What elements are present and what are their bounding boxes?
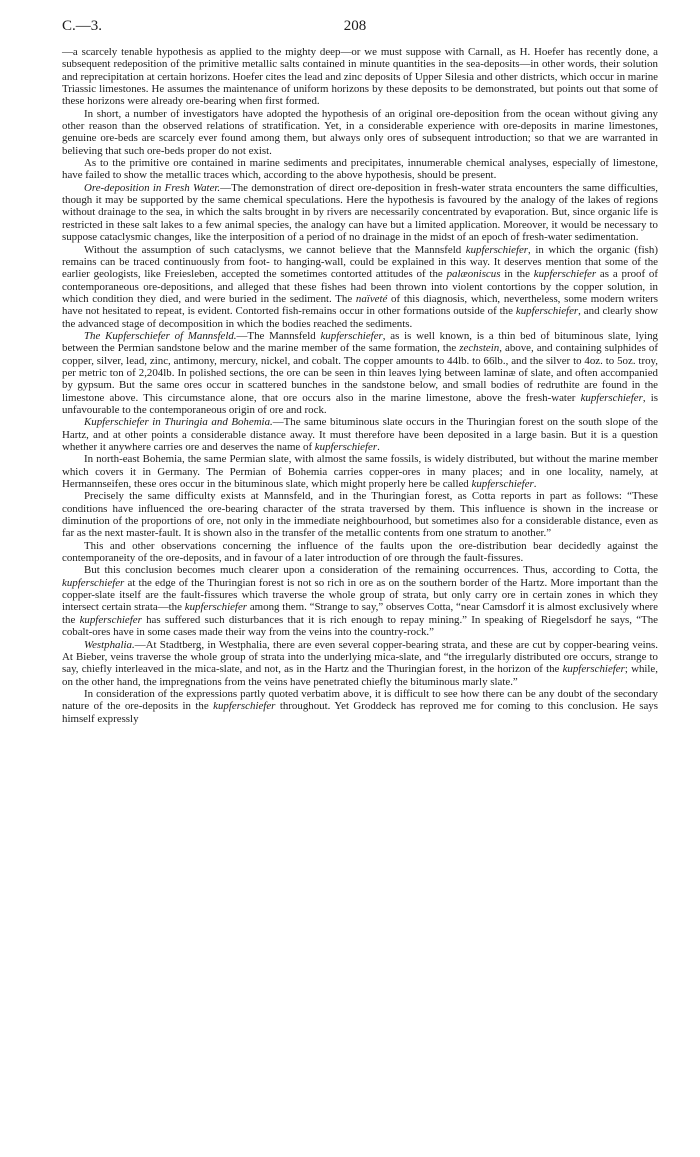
text-run: As to the primitive ore contained in marine sediments and precipitates, innumerable chemical analyses, especially of limestone, have failed to show the metallic traces which, according to the above hypothesis, should be present. (62, 157, 658, 182)
italic-run: zechstein (459, 342, 500, 355)
text-run: In north-east Bohemia, the same Permian slate, with almost the same fossils, is widely distributed, but without the marine member which covers it in Germany. The Permian of Bohemia carries copper-ores in many places; and in one locality, namely, at Hermannseifen, these ores occur in the bituminous slate, which might properly here be called (62, 453, 658, 491)
italic-run: kupferschiefer (471, 478, 534, 491)
italic-run: naïveté (355, 292, 388, 305)
paragraph (62, 182, 658, 244)
text-run: , is unfavourable to the contemporaneous origin of ore and rock. (62, 391, 658, 416)
text-run: . (377, 441, 380, 453)
text-run: But this conclusion becomes much clearer upon a consideration of the remaining occurrences. Thus, according to Cotta, the (84, 564, 658, 577)
paragraph (62, 416, 658, 453)
italic-run: palæoniscus (446, 268, 501, 281)
italic-run: kupferschiefer (320, 329, 383, 342)
paragraph (62, 453, 658, 490)
text-run: , and clearly show the advanced stage of decomposition in which the bodies reached the sediments. (62, 305, 658, 330)
text-run: among them. “Strange to say,” observes Cotta, “near Camsdorf it is almost exclusively where the (62, 601, 658, 626)
italic-run: kupferschiefer (62, 576, 125, 589)
text-run: in the (500, 268, 534, 281)
text-run: Without the assumption of such cataclysms, we cannot believe that the Mannsfeld (84, 243, 466, 256)
text-run: —a scarcely tenable hypothesis as applied to the mighty deep—or we must suppose with Carnall, as H. Hoefer has recently done, a subsequent redeposition of the primitive metallic salts contained in minute quantities in the sea-deposits—in other words, their solution and reprecipitation at certain horizons. Hoefer cites the lead and zinc deposits of Upper Silesia and other districts, which occur in marine Triassic limestones. He assumes the maintenance of uniform horizons by these deposits to be demonstrated, but points out that some of these horizons were already ore-bearing when first formed. (62, 46, 658, 108)
text-run: throughout. Yet Groddeck has reproved me for coming to this conclusion. He says himself expressly (62, 700, 658, 725)
text-run: Precisely the same difficulty exists at Mannsfeld, and in the Thuringian forest, as Cotta reports in part as follows: “These conditions have influenced the ore-bearing character of the strata traversed by them. This influence is shown in the increase or diminution of the proportions of ore, not only in the immediate neighbourhood, but sometimes also for a considerable distance, even as far as the next master-fault. It is shown also in the transfer of the metallic contents from one stratum to another.” (62, 490, 658, 540)
text-run: as a proof of contemporaneous ore-depositions, and alleged that these fishes had been thrown into violent contortions by the copper solution, in which condition they died, and were buried in the sediment. The (62, 268, 658, 305)
text-run: , above, and containing sulphides of copper, silver, lead, zinc, antimony, mercury, nickel, and cobalt. The copper amounts to 44lb. to 66lb., and the silver to 4oz. to 5oz. troy, per metric ton of 2,204lb. In polished sections, the ore can be seen in thin leaves lying between laminæ of slate, and often accompanied by gypsum. But the same ores occur in scattered bunches in the sandstone below, and small bodies of redruthite are found in the limestone above. This circumstance alone, that ore occurs also in the marine limestone, above the fresh-water (62, 342, 658, 404)
italic-run: kupferschiefer (515, 305, 579, 318)
text-run: , as is well known, is a thin bed of bituminous slate, lying between the Permian sandstone below and the marine member of the same formation, the (62, 329, 658, 355)
series-label: C.—3. (62, 18, 103, 34)
paragraph (62, 46, 658, 108)
paragraph (62, 490, 658, 539)
paragraph (62, 688, 658, 725)
italic-run: Ore-deposition in Fresh Water. (84, 181, 221, 194)
italic-run: kupferschiefer (213, 700, 276, 713)
text-run: In short, a number of investigators have adopted the hypothesis of an original ore-deposition from the ocean without giving any other reason than the observed relations of stratification. Yet, in a considerable experience with ore-deposits in marine limestones, genuine ore-beds are scarcely ever found among them, but always only ores of subsequent introduction; so that we are warranted in believing that such ore-beds proper do not exist. (62, 107, 658, 157)
text-run: of this diagnosis, which, nevertheless, some modern writers have not hesitated to repeat, is evident. Contorted fish-remains occur in other formations outside of the (62, 292, 658, 318)
text-run: —The demonstration of direct ore-deposition in fresh-water strata encounters the same difficulties, though it may be supported by the same chemical speculations. Here the hypothesis is favoured by the analogy of the lakes of regions without drainage to the sea, in which the salts brought in by rivers are necessarily concentrated by evaporation. But, since organic life is restricted in these salt lakes to a few animal species, the analogy can have but a limited application. Moreover, it would be necessary to suppose cataclysmic changes, like the interposition of a period of no drainage in the midst of an epoch of fresh-water sedimentation. (62, 181, 659, 244)
italic-run: kupferschiefer (465, 243, 529, 256)
paragraph (62, 639, 658, 688)
paragraph (62, 244, 658, 330)
text-run: This and other observations concerning the influence of the faults upon the ore-distribution bear decidedly against the contemporaneity of the ore-deposits, and in favour of a later introduction of ore through the fault-fissures. (62, 539, 658, 565)
body-text (62, 46, 658, 725)
italic-run: kupferschiefer (79, 613, 142, 626)
paragraph (62, 540, 658, 565)
italic-run: kupferschiefer (184, 601, 248, 614)
paragraph (62, 157, 658, 182)
text-run: —The Mannsfeld (236, 329, 321, 342)
text-run: ; while, on the other hand, the impregnations from the veins have penetrated chiefly the bituminous marly slate.” (62, 663, 658, 688)
italic-run: Westphalia. (84, 638, 135, 651)
text-run: at the edge of the Thuringian forest is not so rich in ore as on the southern border of the Hartz. More important than the copper-slate itself are the fault-fissures which traverse the whole group of strata, but only carry ore in certain zones in which they intersect certain strata—the (62, 576, 658, 614)
italic-run: kupferschiefer (562, 663, 625, 676)
italic-run: kupferschiefer (533, 268, 597, 281)
text-run: . (533, 478, 537, 491)
page-header (62, 18, 648, 42)
italic-run: kupferschiefer (580, 391, 643, 404)
text-run: , in which the organic (fish) remains can be traced continuously from foot- to hanging-wall, could be explained in this way. It deserves mention that some of the earlier geologists, like Freiesleben, accepted the sometimes contorted attitudes of the (62, 243, 658, 281)
paragraph (62, 564, 658, 638)
paragraph (62, 330, 658, 416)
paragraph (62, 108, 658, 157)
italic-run: Kupferschiefer in Thuringia and Bohemia. (84, 416, 273, 429)
text-run: In consideration of the expressions partly quoted verbatim above, it is difficult to see how there can be any doubt of the secondary nature of the ore-deposits in the (62, 687, 658, 713)
text-run: has suffered such disturbances that it is rich enough to repay mining.” In speaking of Riegelsdorf he says, “The cobalt-ores have in some cases made their way from the veins into the country-rock.” (62, 613, 658, 639)
text-run: —The same bituminous slate occurs in the Thuringian forest on the south slope of the Hartz, and at other points a considerable distance away. It must therefore have been deposited in a large basin. But it is a question whether it anywhere carries ore and deserves the name of (62, 416, 658, 453)
italic-run: The Kupferschiefer of Mannsfeld. (84, 329, 237, 342)
text-run: —At Stadtberg, in Westphalia, there are even several copper-bearing strata, and these are cut by copper-bearing veins. At Bieber, veins traverse the whole group of strata into the underlying mica-slate, and “the irregularly distributed ore occurs, strange to say, chiefly interleaved in the mica-slate, and not, as in the Hartz and the Thuringian forest, in the horizon of the (62, 638, 658, 676)
italic-run: kupferschiefer (314, 441, 378, 453)
page-number: 208 (343, 18, 367, 34)
